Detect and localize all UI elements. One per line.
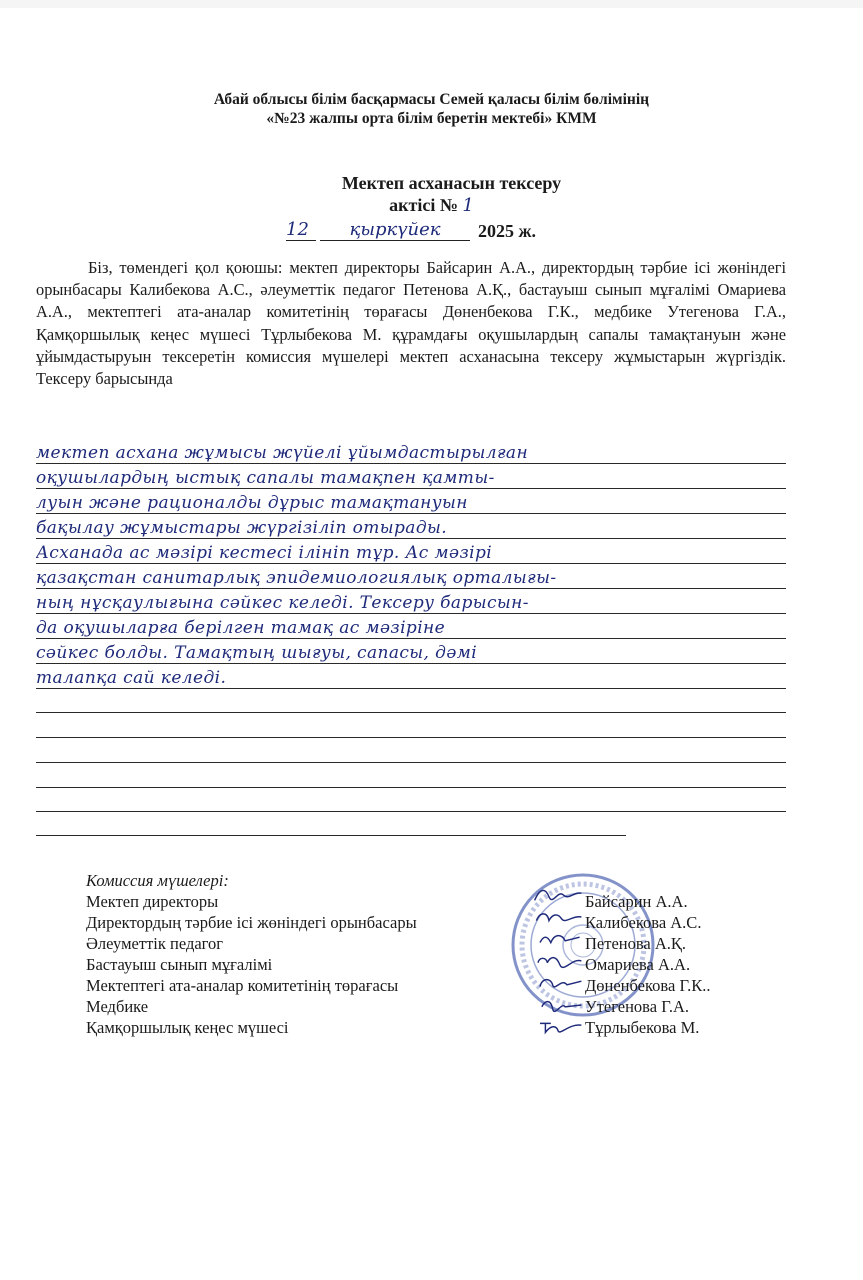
rule-line [36,762,786,763]
member-name: Петенова А.Қ. [585,934,687,953]
handwritten-line: мектеп асхана жұмысы жүйелі ұйымдастырылған [36,443,529,463]
act-date [280,219,580,245]
rule-line [36,787,786,788]
handwritten-line: сәйкес болды. Тамақтың шығуы, сапасы, дәмі [36,643,478,663]
signature-icon [528,886,588,904]
header-line-2: «№23 жалпы орта білім беретін мектебі» КММ [266,110,597,127]
member-role: Директордың тәрбие ісі жөніндегі орынбасары [86,913,417,932]
member-name: Утегенова Г.А. [585,997,690,1016]
member-role: Қамқоршылық кеңес мүшесі [86,1018,289,1037]
handwritten-line: талапқа сай келеді. [36,668,227,688]
member-role: Медбике [86,997,149,1016]
rule-line [36,835,626,836]
member-name: Байсарин А.А. [585,892,688,911]
rule-line [36,513,786,514]
handwritten-line: бақылау жұмыстары жүргізіліп отырады. [36,518,448,538]
member-name: Дөненбекова Г.К.. [585,976,711,995]
commission-label: Комиссия мүшелері: [86,871,229,890]
date-month: қыркүйек [320,219,470,241]
signature-icon [528,930,588,948]
signature-icon [528,996,588,1014]
rule-line [36,588,786,589]
rule-line [36,663,786,664]
signature-icon [528,952,588,970]
rule-line [36,463,786,464]
handwritten-line: да оқушыларға берілген тамақ ас мәзіріне [36,618,446,638]
date-year: 2025 ж. [478,221,537,241]
doc-title-line-1: Мектеп асханасын тексеру [341,173,562,193]
handwritten-line: оқушылардың ыстық сапалы тамақпен қамты- [36,468,495,488]
date-day: 12 [286,219,316,241]
rule-line [36,638,786,639]
act-number: 1 [462,195,474,216]
top-bar [0,0,863,8]
rule-line [36,737,786,738]
member-role: Мектеп директоры [86,892,219,911]
rule-line [36,538,786,539]
act-label: актісі № [389,195,458,215]
commission-roles [86,870,417,1038]
rule-line [36,488,786,489]
rule-line [36,811,786,812]
handwritten-line: Асханада ас мәзірі кестесі ілініп тұр. Ас мәзірі [36,543,493,563]
rule-line [36,613,786,614]
rule-line [36,712,786,713]
doc-title-line-2 [0,194,863,217]
member-name: Тұрлыбекова М. [585,1018,700,1037]
rule-line [36,563,786,564]
signature-icon [528,974,588,992]
signature-icon [528,1018,588,1036]
handwritten-line: ның нұсқаулығына сәйкес келеді. Тексеру барысын- [36,593,529,613]
member-role: Мектептегі ата-аналар комитетінің төрағасы [86,976,399,995]
handwritten-line: қазақстан санитарлық эпидемиологиялық орталығы- [36,568,557,588]
intro-paragraph: Біз, төмендегі қол қоюшы: мектеп директоры Байсарин А.А., директордың тәрбие ісі жөніндегі орынбасары Калибекова А.С., әлеуметтік педагог Петенова А.Қ., бастауыш сынып мұғалімі Омариева А.А., мектептегі ата-аналар комитетінің төрағасы Дөненбекова Г.К., медбике Утегенова Г.А., Қамқоршылық кеңес мүшесі Тұрлыбекова М. құрамдағы оқушылардың сапалы тамақтануын және ұйымдастыруын тексеретін комиссия мүшелері мектеп асханасына тексеру жұмыстарын жүргіздік. Тексеру барысында [36,258,786,389]
signature-icon [528,908,588,926]
handwritten-line: луын және рационалды дұрыс тамақтануын [36,493,468,513]
member-role: Әлеуметтік педагог [86,934,224,953]
header-line-1: Абай облысы білім басқармасы Семей қаласы білім бөлімінің [213,91,650,108]
rule-line [36,688,786,689]
commission-names [585,891,711,1038]
member-role: Бастауыш сынып мұғалімі [86,955,273,974]
member-name: Калибекова А.С. [585,913,702,932]
member-name: Омариева А.А. [585,955,691,974]
